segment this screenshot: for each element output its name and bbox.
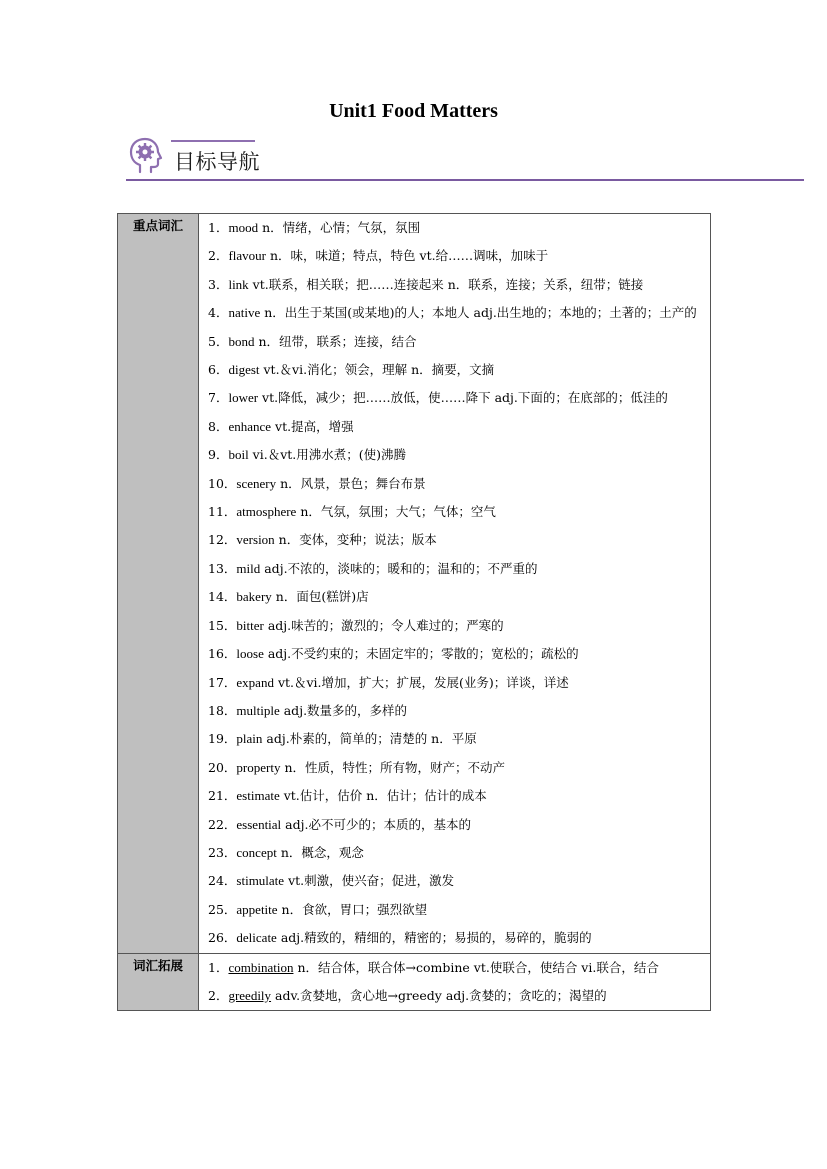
item-definition: 面包(糕饼)店	[296, 589, 369, 605]
item-pos: n．	[258, 333, 279, 349]
item-number: 23．	[208, 844, 237, 860]
vocab-item	[208, 242, 706, 270]
item-word: concept	[236, 844, 277, 860]
item-definition: 贪婪地，贪心地→greedy adj.贪婪的；贪吃的；渴望的	[300, 987, 607, 1003]
item-definition: 情绪，心情；气氛，氛围	[282, 220, 421, 235]
item-definition: 消化；领会，理解 n．摘要，文摘	[307, 362, 495, 378]
item-definition: 降低，减少；把……放低，使……降下 adj.下面的；在底部的；低洼的	[278, 390, 668, 406]
head-gear-icon	[126, 136, 166, 176]
item-number: 1．	[208, 220, 229, 235]
item-number: 11．	[208, 504, 237, 520]
item-pos: n．	[275, 589, 297, 605]
vocab-item	[208, 754, 706, 782]
section-items	[199, 214, 711, 954]
item-pos: n．	[262, 220, 283, 235]
vocab-item	[208, 954, 706, 982]
item-number: 6．	[208, 362, 229, 378]
item-number: 9．	[208, 447, 229, 463]
item-number: 13．	[208, 560, 237, 576]
item-number: 2．	[208, 248, 229, 264]
item-word: lower	[228, 390, 259, 406]
item-definition: 气氛，氛围；大气；气体；空气	[320, 504, 496, 520]
item-word: bitter	[236, 617, 264, 633]
item-number: 4．	[208, 305, 229, 321]
vocab-item	[208, 384, 706, 412]
item-word: property	[236, 759, 281, 775]
section-row	[118, 953, 711, 1011]
item-pos: vt.＆vi.	[263, 362, 308, 378]
item-definition: 用沸水煮；(使)沸腾	[296, 447, 407, 463]
item-pos: adj.	[267, 617, 292, 633]
item-pos: adj.	[285, 816, 309, 832]
item-definition: 结合体，联合体→combine vt.使联合，使结合 vi.联合，结合	[318, 959, 659, 975]
vocab-item	[208, 498, 706, 526]
vocab-item	[208, 271, 706, 299]
item-pos: n．	[278, 532, 300, 548]
item-definition: 提高，增强	[291, 418, 354, 434]
vocab-item	[208, 583, 706, 611]
section-row	[118, 214, 711, 954]
item-pos: adj.	[280, 930, 305, 946]
item-word: digest	[228, 362, 260, 378]
item-definition: 味，味道；特点，特色 vt.给……调味，加味于	[290, 248, 549, 264]
vocab-item	[208, 299, 706, 327]
item-definition: 食欲，胃口；强烈欲望	[302, 901, 428, 917]
item-definition: 增加，扩大；扩展，发展(业务)；详谈，详述	[321, 674, 569, 690]
item-word: combination	[228, 959, 294, 975]
vocab-item	[208, 896, 706, 924]
item-number: 24．	[208, 873, 237, 889]
vocab-item	[208, 811, 706, 839]
item-definition: 纽带，联系；连接，结合	[279, 333, 417, 349]
item-word: essential	[236, 816, 282, 832]
item-word: multiple	[236, 702, 280, 718]
item-pos: adj.	[266, 731, 290, 747]
vocab-item	[208, 441, 706, 469]
nav-label: 目标导航	[174, 150, 260, 174]
item-pos: adj.	[283, 702, 308, 718]
item-word: boil	[228, 447, 249, 463]
vocabulary-table	[117, 213, 711, 1011]
vocab-item	[208, 640, 706, 668]
item-number: 7．	[208, 390, 229, 406]
section-items	[199, 953, 711, 1011]
item-definition: 必不可少的；本质的，基本的	[308, 816, 471, 832]
item-definition: 估计，估价 n．估计；估计的成本	[299, 788, 487, 804]
vocab-item	[208, 697, 706, 725]
vocab-item	[208, 470, 706, 498]
item-word: loose	[236, 646, 264, 662]
vocab-item	[208, 839, 706, 867]
item-word: version	[236, 532, 275, 548]
item-definition: 性质，特性；所有物，财产；不动产	[305, 759, 506, 775]
item-word: mood	[228, 220, 259, 235]
item-pos: adv.	[275, 987, 301, 1003]
item-pos: vi.＆vt.	[252, 447, 297, 463]
vocab-item	[208, 413, 706, 441]
section-category: 词汇拓展	[118, 953, 199, 1011]
item-number: 21．	[208, 788, 237, 804]
vocab-item	[208, 356, 706, 384]
item-word: greedily	[228, 987, 272, 1003]
item-pos: vt.	[262, 390, 279, 406]
item-number: 17．	[208, 674, 237, 690]
item-pos: n．	[280, 475, 301, 491]
item-pos: n．	[280, 844, 302, 860]
item-number: 3．	[208, 276, 229, 292]
item-pos: vt.	[275, 418, 292, 434]
item-definition: 精致的，精细的，精密的；易损的，易碎的，脆弱的	[304, 930, 592, 946]
target-navigation-banner	[126, 136, 804, 182]
item-pos: n．	[281, 901, 303, 917]
item-definition: 风景，景色；舞台布景	[300, 475, 426, 491]
item-word: native	[228, 305, 261, 321]
item-word: bond	[228, 333, 255, 349]
item-pos: n．	[264, 305, 285, 321]
item-word: link	[228, 276, 249, 292]
item-number: 16．	[208, 646, 237, 662]
item-pos: n．	[284, 759, 305, 775]
item-number: 5．	[208, 333, 229, 349]
item-word: plain	[236, 731, 263, 747]
vocab-item	[208, 982, 706, 1010]
item-pos: vt.	[252, 276, 269, 292]
item-number: 20．	[208, 759, 237, 775]
item-definition: 不浓的，淡味的；暖和的；温和的；不严重的	[287, 560, 538, 576]
item-word: expand	[236, 674, 274, 690]
item-word: atmosphere	[236, 504, 297, 520]
item-definition: 数量多的，多样的	[307, 702, 408, 718]
item-pos: vt.	[283, 788, 300, 804]
item-definition: 味苦的；激烈的；令人难过的；严寒的	[291, 617, 504, 633]
item-number: 2．	[208, 987, 229, 1003]
item-number: 22．	[208, 816, 237, 832]
item-word: scenery	[236, 475, 277, 491]
item-definition: 不受约束的；未固定牢的；零散的；宽松的；疏松的	[291, 646, 579, 662]
item-number: 25．	[208, 901, 237, 917]
vocab-item	[208, 214, 706, 242]
nav-overline	[171, 140, 255, 142]
item-word: bakery	[236, 589, 272, 605]
vocab-item	[208, 782, 706, 810]
item-number: 15．	[208, 617, 237, 633]
vocab-item	[208, 725, 706, 753]
item-word: stimulate	[236, 873, 285, 889]
vocab-item	[208, 669, 706, 697]
item-pos: n．	[297, 959, 318, 975]
item-word: delicate	[236, 930, 277, 946]
vocab-item	[208, 612, 706, 640]
item-number: 12．	[208, 532, 237, 548]
item-pos: vt.	[288, 873, 305, 889]
item-word: estimate	[236, 788, 280, 804]
item-definition: 变体，变种；说法；版本	[299, 532, 437, 548]
item-word: mild	[236, 560, 261, 576]
vocab-item	[208, 555, 706, 583]
item-number: 8．	[208, 418, 229, 434]
item-word: flavour	[228, 248, 266, 264]
nav-divider	[126, 179, 804, 181]
page-title: Unit1 Food Matters	[329, 100, 498, 122]
item-definition: 朴素的，简单的；清楚的 n．平原	[289, 731, 477, 747]
item-definition: 出生于某国(或某地)的人；本地人 adj.出生地的；本地的；土著的；土产的	[284, 305, 697, 321]
vocab-item	[208, 526, 706, 554]
vocab-item	[208, 924, 706, 952]
item-word: enhance	[228, 418, 272, 434]
item-definition: 概念，观念	[301, 844, 364, 860]
item-pos: n．	[269, 248, 291, 264]
item-pos: adj.	[267, 646, 292, 662]
item-definition: 联系，相关联；把……连接起来 n．联系，连接；关系，纽带；链接	[268, 276, 644, 292]
item-number: 14．	[208, 589, 237, 605]
item-number: 18．	[208, 702, 237, 718]
item-pos: vt.＆vi.	[277, 674, 322, 690]
section-category: 重点词汇	[118, 214, 199, 954]
item-number: 19．	[208, 731, 237, 747]
vocab-item	[208, 867, 706, 895]
item-definition: 刺激，使兴奋；促进，激发	[304, 873, 455, 889]
item-word: appetite	[236, 901, 278, 917]
item-pos: n．	[300, 504, 321, 520]
item-pos: adj.	[264, 560, 288, 576]
item-number: 10．	[208, 475, 237, 491]
item-number: 26．	[208, 930, 237, 946]
vocab-item	[208, 328, 706, 356]
item-number: 1．	[208, 959, 229, 975]
